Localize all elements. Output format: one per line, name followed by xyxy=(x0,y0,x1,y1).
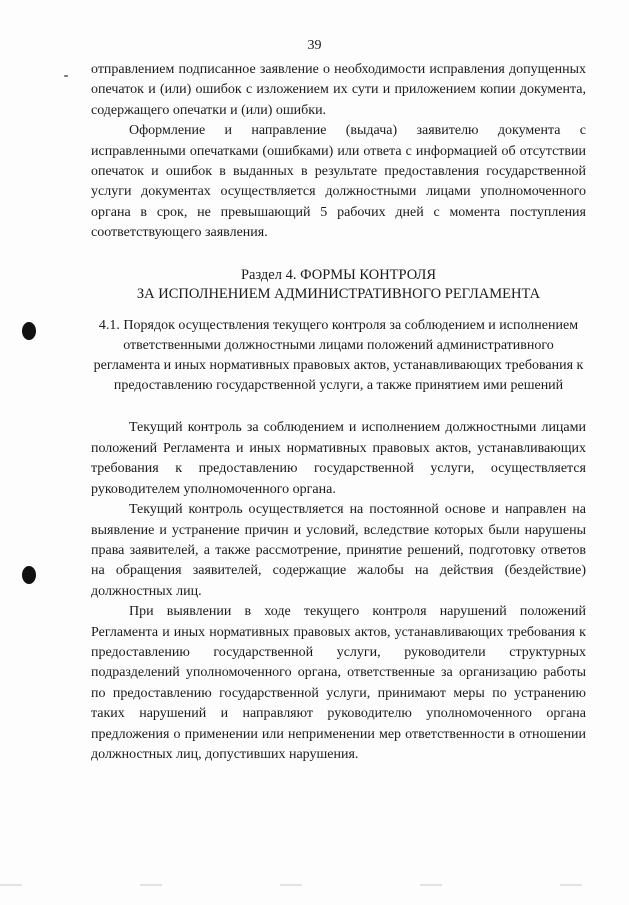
paragraph-violations-measures: При выявлении в ходе текущего контроля нарушений положений Регламента и иных нормативных правовых актов, устанавливающих требования к предоставлению государственной услуги, руководители структурных подразделений уполномоченного органа, ответственные за организацию работы по предоставлению государственной услуги, принимают меры по устранению таких нарушений и направляют руководителю уполномоченного органа предложения о применении или неприменении мер ответственности в отношении должностных лиц, допустивших нарушения. xyxy=(91,604,586,762)
section-heading xyxy=(91,266,586,304)
punch-hole-top xyxy=(22,322,36,340)
scan-speck xyxy=(64,75,68,77)
paragraph-control-basis: Текущий контроль осуществляется на постоянной основе и направлен на выявление и устранение причин и условий, вследствие которых были нарушены права заявителей, а также рассмотрение, принятие решений, подготовку ответов на обращения заявителей, содержащие жалобы на действия (бездействие) должностных лиц. xyxy=(91,502,586,599)
subsection-heading: 4.1. Порядок осуществления текущего контроля за соблюдением и исполнением ответственными должностными лицами положений административного регламента и иных нормативных правовых актов, устанавливающих требования к предоставлению государственной услуги, а также принятием ими решений xyxy=(93,317,584,394)
page-content xyxy=(91,60,586,765)
page-number: 39 xyxy=(307,38,322,53)
paragraph-continuation: отправлением подписанное заявление о необходимости исправления допущенных опечаток и (или) ошибок с изложением их сути и приложением копии документа, содержащего опечатки и (или) ошибки. xyxy=(91,62,586,118)
scan-edge-marks xyxy=(0,884,629,886)
section-title-line-2: ЗА ИСПОЛНЕНИЕМ АДМИНИСТРАТИВНОГО РЕГЛАМЕНТА xyxy=(136,285,541,302)
punch-hole-bottom xyxy=(22,566,36,584)
paragraph-correction-issuance: Оформление и направление (выдача) заявителю документа с исправленными опечатками (ошибками) или ответа с информацией об отсутствии опечаток и ошибок в выданных в результате предоставления государственной услуги документах осуществляется должностными лицами уполномоченного органа в срок, не превышающий 5 рабочих дней с момента поступления соответствующего заявления. xyxy=(91,123,586,241)
paragraph-current-control: Текущий контроль за соблюдением и исполнением должностными лицами положений Регламента и иных нормативных правовых актов, устанавливающих требования к предоставлению государственной услуги, осуществляется руководителем уполномоченного органа. xyxy=(91,420,586,497)
section-title-line-1: Раздел 4. ФОРМЫ КОНТРОЛЯ xyxy=(240,266,437,283)
